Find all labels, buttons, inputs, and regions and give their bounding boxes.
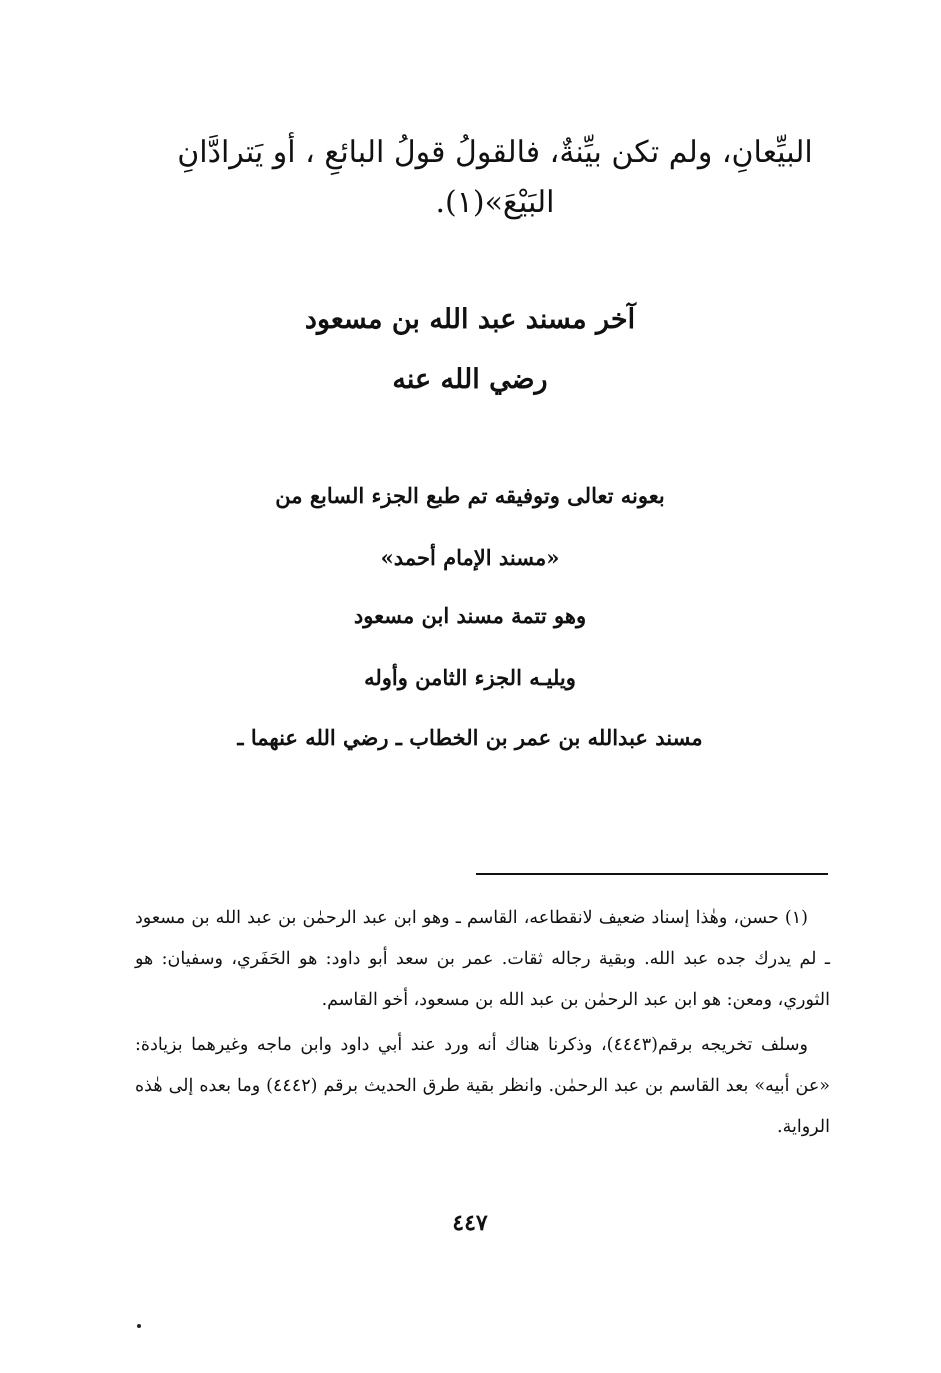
colophon-line-5: مسند عبدالله بن عمر بن الخطاب ـ رضي الله عنهما ـ: [237, 725, 703, 750]
end-of-musnad-title: آخر مسند عبد الله بن مسعود: [304, 304, 636, 335]
footnotes: [135, 898, 830, 1152]
footnote-1-continuation: وسلف تخريجه برقم(٤٤٤٣)، وذكرنا هناك أنه ورد عند أبي داود وابن ماجه وغيرهما بزيادة: «عن أبيه» بعد القاسم بن عبد الرحمٰن. وانظر بقية طرق الحديث برقم (٤٤٤٢) وما بعده إلى هٰذه الرواية.: [135, 1035, 830, 1137]
colophon-line-3: وهو تتمة مسند ابن مسعود: [353, 603, 587, 628]
end-of-musnad-subtitle: رضي الله عنه: [392, 364, 548, 395]
colophon-line-2: «مسند الإمام أحمد»: [380, 545, 560, 570]
footnote-divider: [476, 873, 828, 875]
footnote-1: (١) حسن، وهٰذا إسناد ضعيف لانقطاعه، القاسم ـ وهو ابن عبد الرحمٰن بن عبد الله بن مسعود ـ لم يدرك جده عبد الله. وبقية رجاله ثقات. عمر بن سعد أبو داود: هو الحَفَري، وسفيان: هو الثوري، ومعن: هو ابن عبد الرحمٰن بن عبد الله بن مسعود، أخو القاسم.: [135, 908, 830, 1010]
colophon-line-4: ويليـه الجزء الثامن وأوله: [364, 665, 576, 690]
page-number: ٤٤٧: [452, 1210, 488, 1236]
scan-speck: [137, 1324, 141, 1328]
colophon-line-1: بعونه تعالى وتوفيقه تم طبع الجزء السابع من: [275, 483, 665, 508]
hadith-closing-line: البيِّعانِ، ولم تكن بيِّنةٌ، فالقولُ قولُ البائعِ ، أو يَترادَّانِ البَيْعَ»(١).: [177, 135, 813, 220]
